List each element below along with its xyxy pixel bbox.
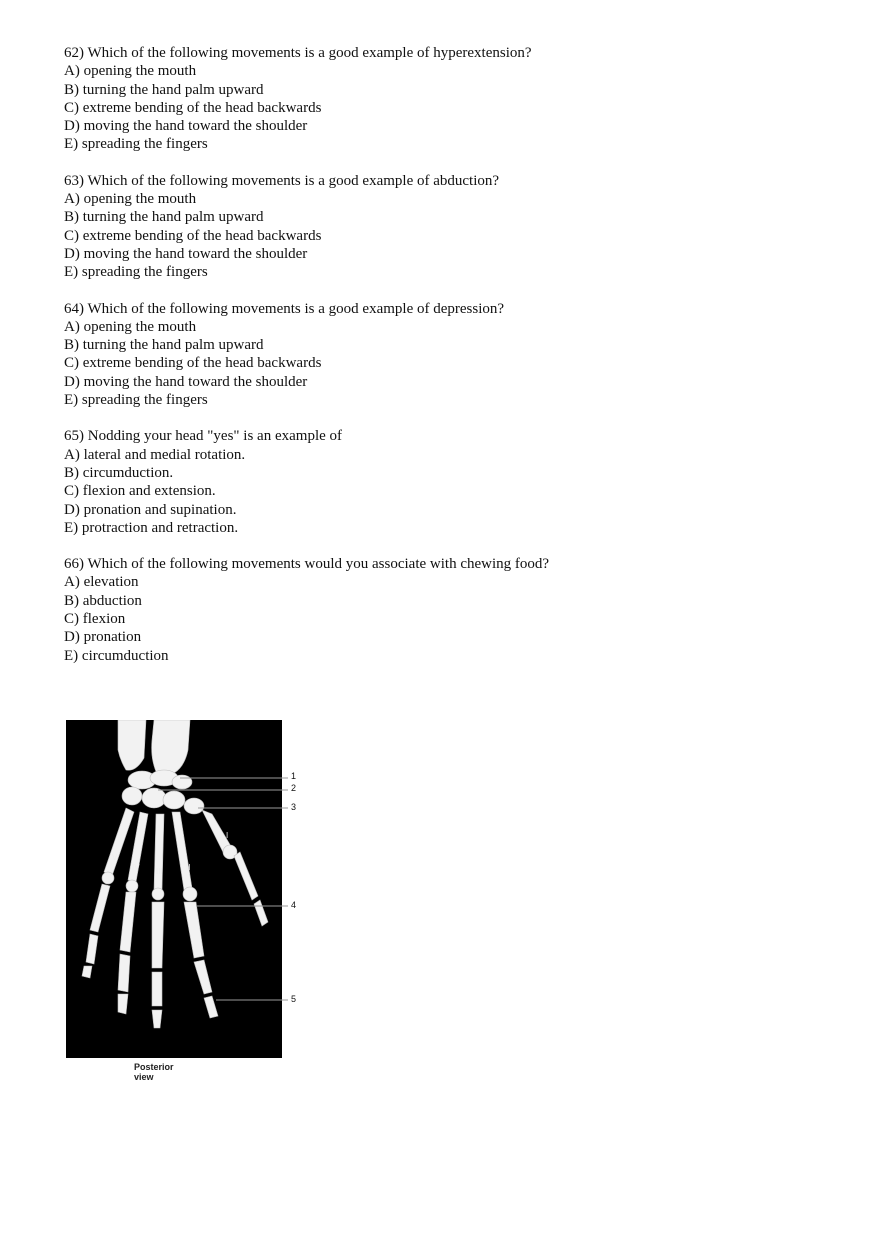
option-c: C) flexion and extension. — [64, 483, 216, 500]
callout-5: 5 — [291, 994, 297, 1004]
option-a: A) opening the mouth — [64, 63, 197, 80]
option-a: A) opening the mouth — [64, 318, 197, 335]
option-b: B) abduction — [64, 592, 142, 609]
question-66 — [64, 555, 844, 665]
option-d: D) pronation — [64, 629, 142, 646]
option-c: C) extreme bending of the head backwards — [64, 99, 322, 116]
option-d: D) moving the hand toward the shoulder — [64, 245, 308, 262]
callout-4: 4 — [291, 900, 297, 910]
question-64 — [64, 300, 844, 410]
callout-1: 1 — [291, 771, 297, 781]
option-c: C) extreme bending of the head backwards — [64, 227, 322, 244]
figure-caption: Posterior view — [134, 1062, 174, 1082]
option-c: C) extreme bending of the head backwards — [64, 355, 322, 372]
option-b: B) circumduction. — [64, 464, 174, 481]
leader-lines — [66, 720, 306, 1060]
option-d: D) moving the hand toward the shoulder — [64, 373, 308, 390]
metacarpal-label-i: I — [226, 831, 229, 840]
question-stem: 62) Which of the following movements is a good example of hyperextension? — [64, 45, 532, 61]
option-e: E) spreading the fingers — [64, 392, 208, 409]
question-stem: 66) Which of the following movements would you associate with chewing food? — [64, 556, 550, 573]
question-65 — [64, 427, 844, 537]
metacarpal-label-iv: IV — [132, 863, 140, 872]
option-a: A) opening the mouth — [64, 191, 197, 208]
option-a: A) lateral and medial rotation. — [64, 446, 246, 463]
option-e: E) circumduction — [64, 647, 169, 664]
question-63 — [64, 172, 844, 282]
option-e: E) spreading the fingers — [64, 136, 208, 153]
metacarpal-label-iii: III — [156, 867, 163, 876]
option-a: A) elevation — [64, 574, 139, 591]
option-b: B) turning the hand palm upward — [64, 81, 264, 98]
question-stem: 63) Which of the following movements is a good example of abduction? — [64, 172, 500, 189]
question-list — [64, 44, 844, 683]
callout-3: 3 — [291, 802, 297, 812]
metacarpal-label-ii: II — [186, 863, 191, 872]
option-b: B) turning the hand palm upward — [64, 337, 264, 354]
option-e: E) protraction and retraction. — [64, 519, 239, 536]
option-d: D) moving the hand toward the shoulder — [64, 118, 308, 135]
option-b: B) turning the hand palm upward — [64, 209, 264, 226]
option-c: C) flexion — [64, 611, 126, 628]
question-stem: 64) Which of the following movements is a good example of depression? — [64, 300, 505, 317]
option-e: E) spreading the fingers — [64, 264, 208, 281]
callout-2: 2 — [291, 783, 297, 793]
question-stem: 65) Nodding your head "yes" is an example of — [64, 428, 343, 445]
option-d: D) pronation and supination. — [64, 501, 237, 518]
question-62 — [64, 44, 844, 154]
metacarpal-label-v: V — [112, 853, 118, 862]
